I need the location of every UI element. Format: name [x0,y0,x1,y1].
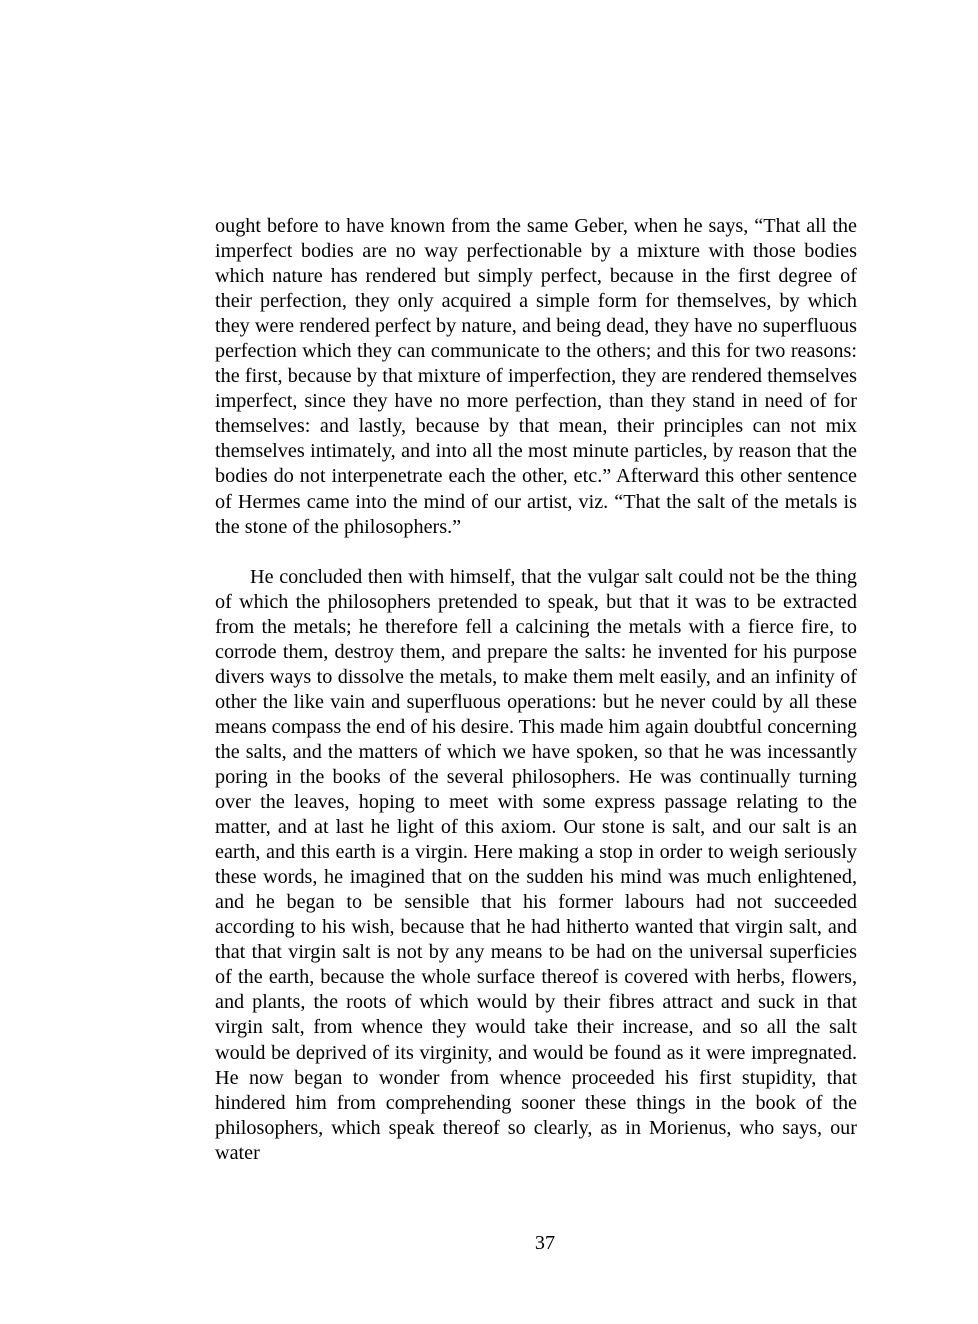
paragraph-indented: He concluded then with himself, that the vulgar salt could not be the thing of which the philosophers pretended to speak, but that it was to be extracted from the metals; he therefore fell a calcining the metals with a fierce fire, to corrode them, destroy them, and prepare the salts: he invented for his purpose divers ways to dissolve the metals, to make them melt easily, and an infinity of other the like vain and superfluous operations: but he never could by all these means compass the end of his desire. This made him again doubtful concerning the salts, and the matters of which we have spoken, so that he was incessantly poring in the books of the several philosophers. He was continually turning over the leaves, hoping to meet with some express passage relating to the matter, and at last he light of this axiom. Our stone is salt, and our salt is an earth, and this earth is a virgin. Here making a stop in order to weigh seriously these words, he imagined that on the sudden his mind was much enlightened, and he began to be sensible that his former labours had not succeeded according to his wish, because that he had hitherto wanted that virgin salt, and that that virgin salt is not by any means to be had on the universal superficies of the earth, because the whole surface thereof is covered with herbs, flowers, and plants, the roots of which would by their fibres attract and suck in that virgin salt, from whence they would take their increase, and so all the salt would be deprived of its virginity, and would be found as it were impregnated. He now began to wonder from whence proceeded his first stupidity, that hindered him from comprehending sooner these things in the book of the philosophers, which speak thereof so clearly, as in Morienus, who says, our water [215,565,857,1164]
page-number-container [0,1231,978,1256]
paragraph-spacer [215,540,857,565]
paragraph-continued: ought before to have known from the same Geber, when he says, “That all the imperfect bodies are no way perfectionable by a mixture with those bodies which nature has rendered but simply perfect, because in the first degree of their perfection, they only acquired a simple form for themselves, by which they were rendered perfect by nature, and being dead, they have no superfluous perfection which they can communicate to the others; and this for two reasons: the first, because by that mixture of imperfection, they are rendered themselves imperfect, since they have no more perfection, than they stand in need of for themselves: and lastly, because by that mean, their principles can not mix themselves intimately, and into all the most minute particles, by reason that the bodies do not interpenetrate each the other, etc.” Afterward this other sentence of Hermes came into the mind of our artist, viz. “That the salt of the metals is the stone of the philosophers.” [215,215,857,538]
body-text [215,214,857,1166]
page-number: 37 [534,1232,556,1254]
